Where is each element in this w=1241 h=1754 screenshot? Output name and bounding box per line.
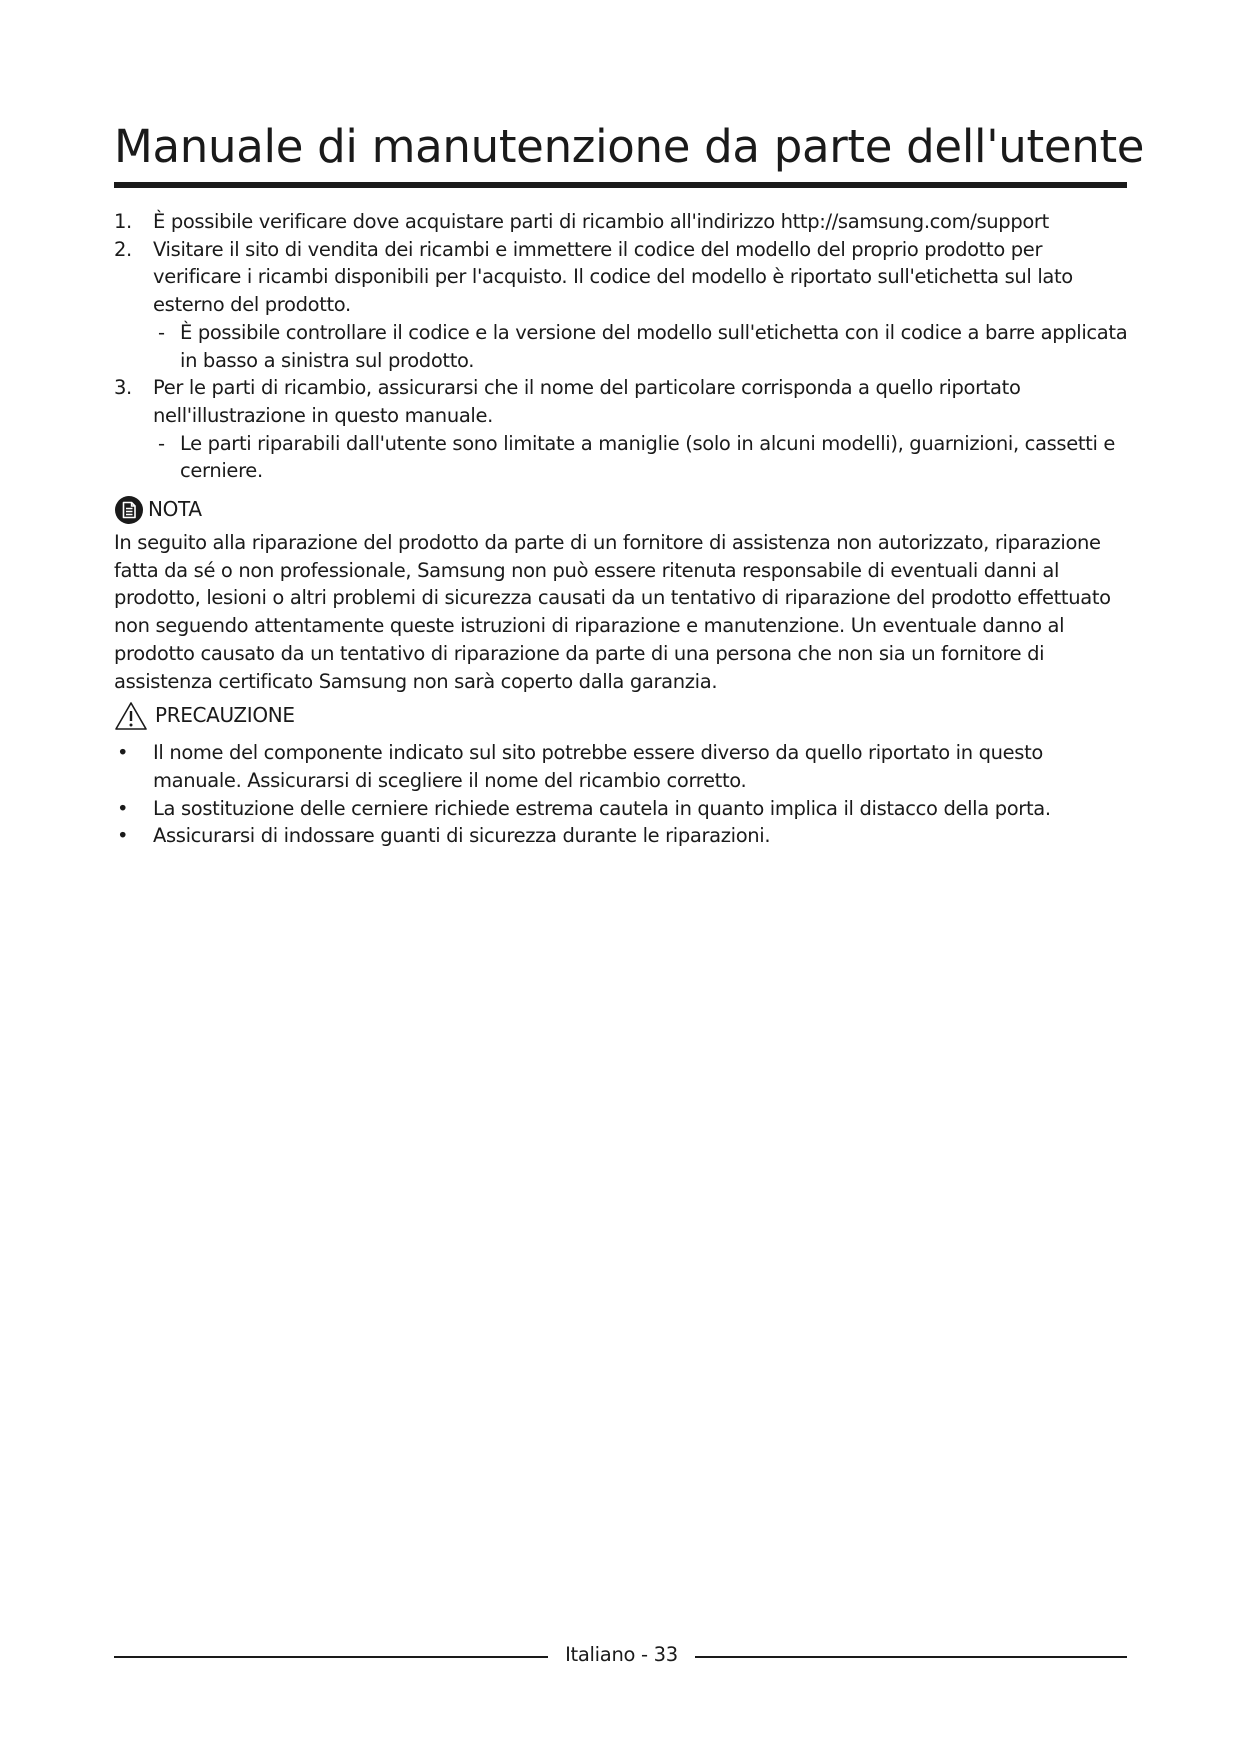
note-label: NOTA xyxy=(148,497,202,522)
caution-item-text: Il nome del componente indicato sul sito potrebbe essere diverso da quello riportato in questo manuale. Assicurarsi di scegliere il nome del ricambio corretto. xyxy=(153,741,1043,792)
caution-item-text: Assicurarsi di indossare guanti di sicurezza durante le riparazioni. xyxy=(153,824,771,848)
note-heading xyxy=(114,491,1134,529)
step-text: È possibile verificare dove acquistare parti di ricambio all'indirizzo http://samsung.com/support xyxy=(153,210,1049,233)
step-number: 2. xyxy=(114,237,132,261)
step-number: 1. xyxy=(114,210,132,233)
dash-marker: - xyxy=(158,320,165,344)
footer-rule-left xyxy=(114,1656,548,1658)
caution-label: PRECAUZIONE xyxy=(155,703,295,728)
sub-item-text: È possibile controllare il codice e la versione del modello sull'etichetta con il codice a barre applicata in basso a sinistra sul prodotto. xyxy=(180,320,1128,372)
bullet-marker: • xyxy=(117,824,129,848)
note-text: In seguito alla riparazione del prodotto da parte di un fornitore di assistenza non autorizzato, riparazione fatta da sé o non professionale, Samsung non può essere ritenuta responsabile di eventuali danni al prodotto, lesioni o altri problemi di sicurezza causati da un tentativo di riparazione del prodotto effettuato non seguendo attentamente queste istruzioni di riparazione e manutenzione. Un eventuale danno al prodotto causato da un tentativo di riparazione da parte di una persona che non sia un fornitore di assistenza certificato Samsung non sarà coperto dalla garanzia. xyxy=(114,531,1111,693)
title-rule xyxy=(114,182,1127,188)
list-item xyxy=(114,208,1134,236)
sub-item-text: Le parti riparabili dall'utente sono limitate a maniglie (solo in alcuni modelli), guarnizioni, cassetti e cerniere. xyxy=(180,431,1116,483)
page-title: Manuale di manutenzione da parte dell'utente xyxy=(114,120,1145,173)
note-icon xyxy=(114,495,144,525)
footer-rule-right xyxy=(695,1656,1127,1658)
caution-list xyxy=(114,739,1134,850)
step-number: 3. xyxy=(114,376,132,400)
step-text: Per le parti di ricambio, assicurarsi che il nome del particolare corrisponda a quello riportato nell'illustrazione in questo manuale. xyxy=(153,376,1021,427)
bullet-marker: • xyxy=(117,796,129,820)
list-item xyxy=(114,236,1134,375)
warning-triangle-icon xyxy=(114,701,148,731)
sub-list-item xyxy=(153,430,1134,485)
caution-heading xyxy=(114,697,1134,735)
list-item xyxy=(114,822,1134,850)
dash-marker: - xyxy=(158,431,165,455)
step-text: Visitare il sito di vendita dei ricambi e immettere il codice del modello del proprio prodotto per verificare i ricambi disponibili per l'acquisto. Il codice del modello è riportato sull'etichetta sul lato esterno del prodotto. xyxy=(153,237,1073,317)
sub-list-item xyxy=(153,319,1134,374)
page-number: Italiano - 33 xyxy=(565,1643,678,1666)
list-item xyxy=(114,374,1134,485)
bullet-marker: • xyxy=(117,741,129,765)
caution-item-text: La sostituzione delle cerniere richiede estrema cautela in quanto implica il distacco della porta. xyxy=(153,796,1051,820)
page-content xyxy=(114,208,1134,850)
steps-list xyxy=(114,208,1134,485)
list-item xyxy=(114,739,1134,794)
list-item xyxy=(114,795,1134,823)
